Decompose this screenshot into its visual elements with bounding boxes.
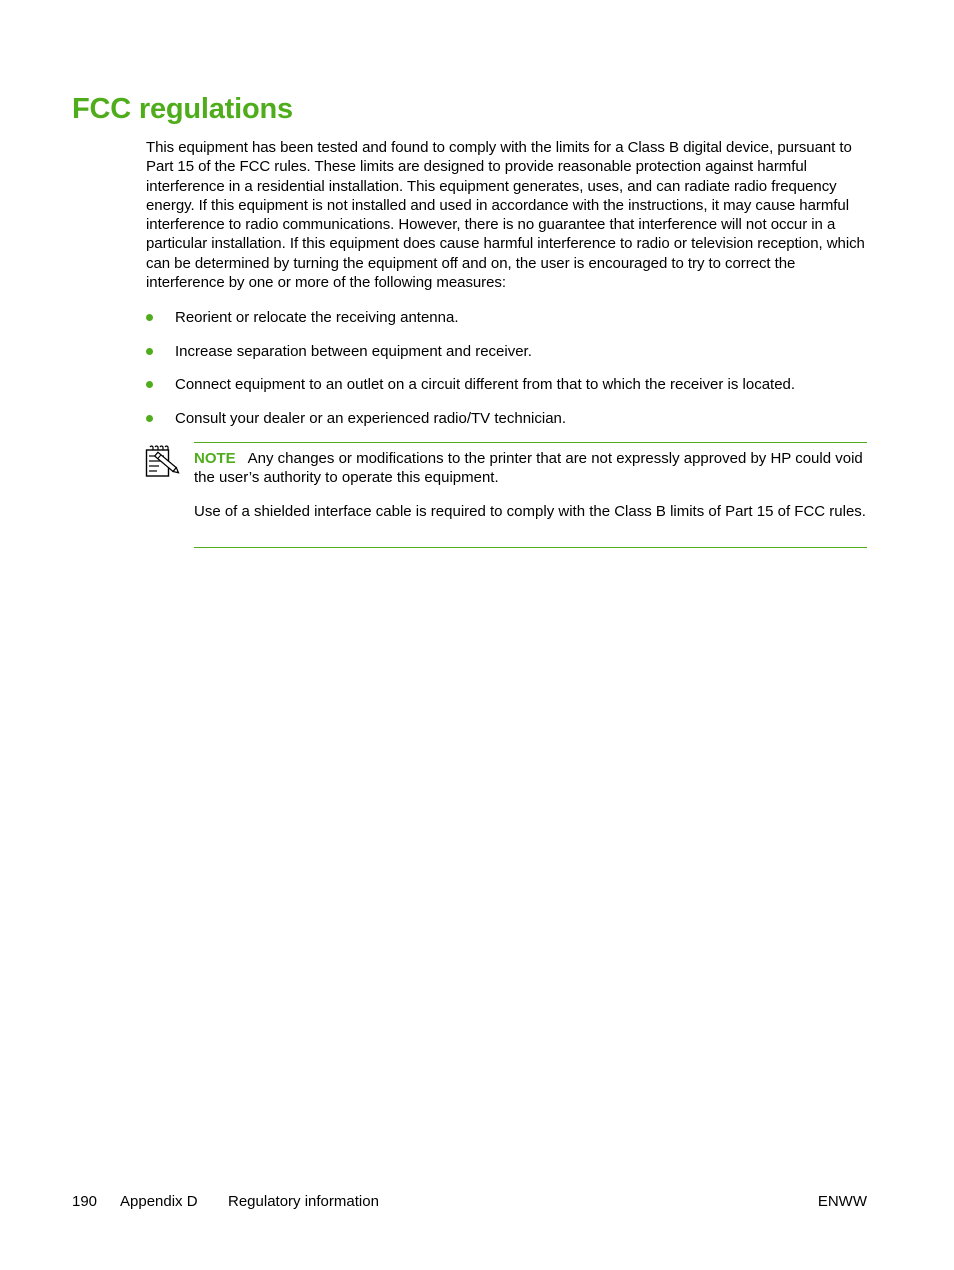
bullet-icon [146, 381, 153, 388]
list-item-text: Consult your dealer or an experienced radio/TV technician. [175, 410, 567, 428]
page-footer [72, 1192, 867, 1212]
measures-list [146, 308, 868, 443]
footer-appendix: Appendix D [120, 1193, 198, 1210]
footer-section: Regulatory information [228, 1193, 379, 1210]
list-item-text: Connect equipment to an outlet on a circuit different from that to which the receiver is located. [175, 376, 796, 394]
list-item-text: Increase separation between equipment and receiver. [175, 342, 532, 360]
page-title: FCC regulations [72, 93, 293, 125]
note-label: NOTE [194, 450, 236, 467]
list-item [146, 375, 868, 409]
note-box [194, 442, 867, 548]
footer-code: ENWW [817, 1193, 867, 1210]
list-item [146, 342, 868, 376]
page-number: 190 [72, 1193, 98, 1210]
bullet-icon [146, 415, 153, 422]
bullet-icon [146, 348, 153, 355]
list-item-text: Reorient or relocate the receiving antenna. [175, 309, 459, 326]
list-item [146, 409, 868, 443]
list-item [146, 308, 868, 342]
note-pencil-icon [144, 444, 180, 480]
note-text: Any changes or modifications to the printer that are not expressly approved by HP could void the user’s authority to operate this equipment. [194, 450, 863, 487]
bullet-icon [146, 314, 153, 321]
note-paragraph: Use of a shielded interface cable is required to comply with the Class B limits of Part 15 of FCC rules. [194, 503, 866, 521]
note-paragraph [194, 449, 867, 488]
intro-paragraph: This equipment has been tested and found to comply with the limits for a Class B digital device, pursuant to Part 15 of the FCC rules. These limits are designed to provide reasonable protection against harmful interference in a residential installation. This equipment generates, uses, and can radiate radio frequency energy. If this equipment is not installed and used in accordance with the instructions, it may cause harmful interference to radio communications. However, there is no guarantee that interference will not occur in a particular installation. If this equipment does cause harmful interference to radio or television reception, which can be determined by turning the equipment off and on, the user is encouraged to try to correct the interference by one or more of the following measures: [146, 139, 865, 292]
